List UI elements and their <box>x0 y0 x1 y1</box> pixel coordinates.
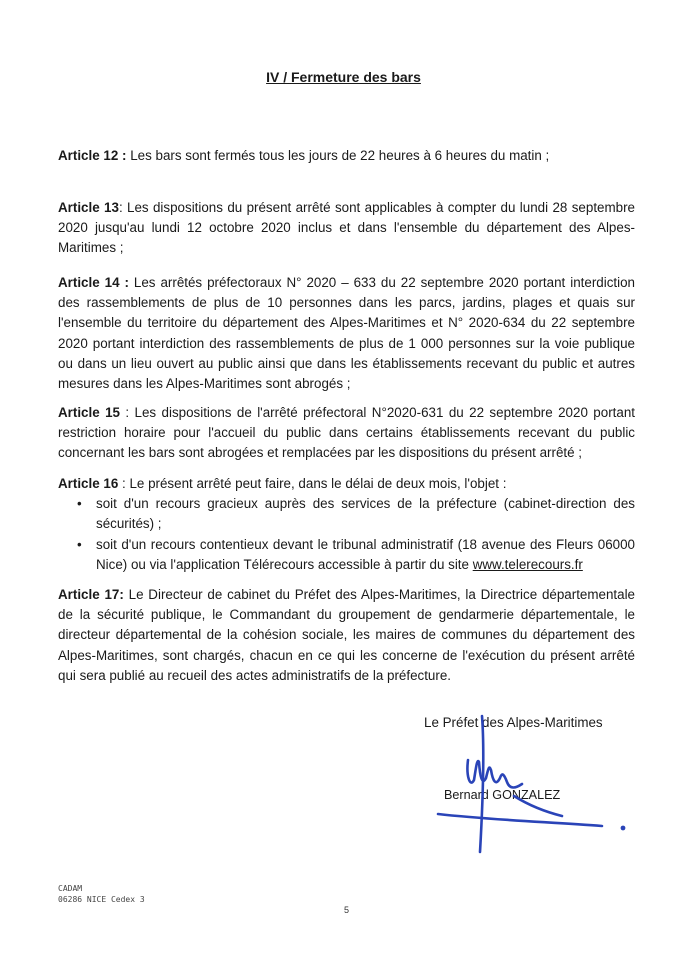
article-text: Les bars sont fermés tous les jours de 22 heures à 6 heures du matin ; <box>126 148 550 163</box>
section-heading: IV / Fermeture des bars <box>266 69 421 85</box>
list-item-text: soit d'un recours contentieux devant le tribunal administratif (18 avenue des Fleurs 06000 Nice) ou via l'application Télérecours accessible à partir du site <box>96 536 635 572</box>
remedies-list <box>58 494 635 575</box>
footer-line: CADAM <box>58 884 83 893</box>
telerecours-link[interactable]: www.telerecours.fr <box>472 556 583 572</box>
article-label: Article 13 <box>58 200 119 215</box>
article-label: Article 14 : <box>58 275 129 290</box>
list-item <box>58 535 635 575</box>
article-text: Le Directeur de cabinet du Préfet des Alpes-Maritimes, la Directrice départementale de la sécurité publique, le Commandant du groupement de gendarmerie départementale, le directeur départemental de la cohésion sociale, les maires de communes du département des Alpes-Maritimes, sont chargés, chacun en ce qui les concerne de l'exécution du présent arrêté qui sera publié au recueil des actes administratifs de la préfecture. <box>58 587 635 683</box>
article-label: Article 16 <box>58 476 119 491</box>
signatory-name: Bernard GONZALEZ <box>444 788 561 802</box>
article-text: Les arrêtés préfectoraux N° 2020 – 633 du 22 septembre 2020 portant interdiction des rassemblements de plus de 10 personnes dans les parcs, jardins, plages et quais sur l'ensemble du territoire du département des Alpes-Maritimes et N° 2020-634 du 22 septembre 2020 portant interdiction des rassemblements de plus de 1 000 personnes sur la voie publique ou dans un lieu ouvert au public ainsi que dans les établissements recevant du public et autres mesures dans les Alpes-Maritimes sont abrogés ; <box>58 275 635 392</box>
article-14 <box>58 273 635 394</box>
article-text: : Le présent arrêté peut faire, dans le délai de deux mois, l'objet : <box>118 476 507 491</box>
article-text: : Les dispositions du présent arrêté sont applicables à compter du lundi 28 septembre 2020 jusqu'au lundi 12 octobre 2020 inclus et dans l'ensemble du département des Alpes-Maritimes ; <box>58 200 635 256</box>
bullet-icon: • <box>77 536 82 552</box>
article-15 <box>58 403 635 464</box>
article-label: Article 12 : <box>58 148 127 163</box>
list-item <box>58 494 635 534</box>
list-item-text: soit d'un recours gracieux auprès des services de la préfecture (cabinet-direction des sécurités) ; <box>96 496 635 532</box>
article-text: : Les dispositions de l'arrêté préfectoral N°2020-631 du 22 septembre 2020 portant restriction horaire pour l'accueil du public dans certains établissements recevant du public concernant les bars sont abrogées et remplacées par les dispositions du présent arrêté ; <box>58 405 635 461</box>
bullet-icon: • <box>77 496 82 512</box>
footer-address <box>58 883 145 905</box>
article-13 <box>58 198 635 259</box>
article-label: Article 15 <box>58 405 120 420</box>
page-number: 5 <box>344 905 350 915</box>
handwritten-signature <box>430 702 640 862</box>
article-16 <box>58 474 635 575</box>
footer-line: 06286 NICE Cedex 3 <box>58 895 145 904</box>
signatory-title: Le Préfet des Alpes-Maritimes <box>424 715 603 730</box>
article-12 <box>58 146 635 166</box>
article-label: Article 17: <box>58 587 124 602</box>
article-17 <box>58 585 635 686</box>
